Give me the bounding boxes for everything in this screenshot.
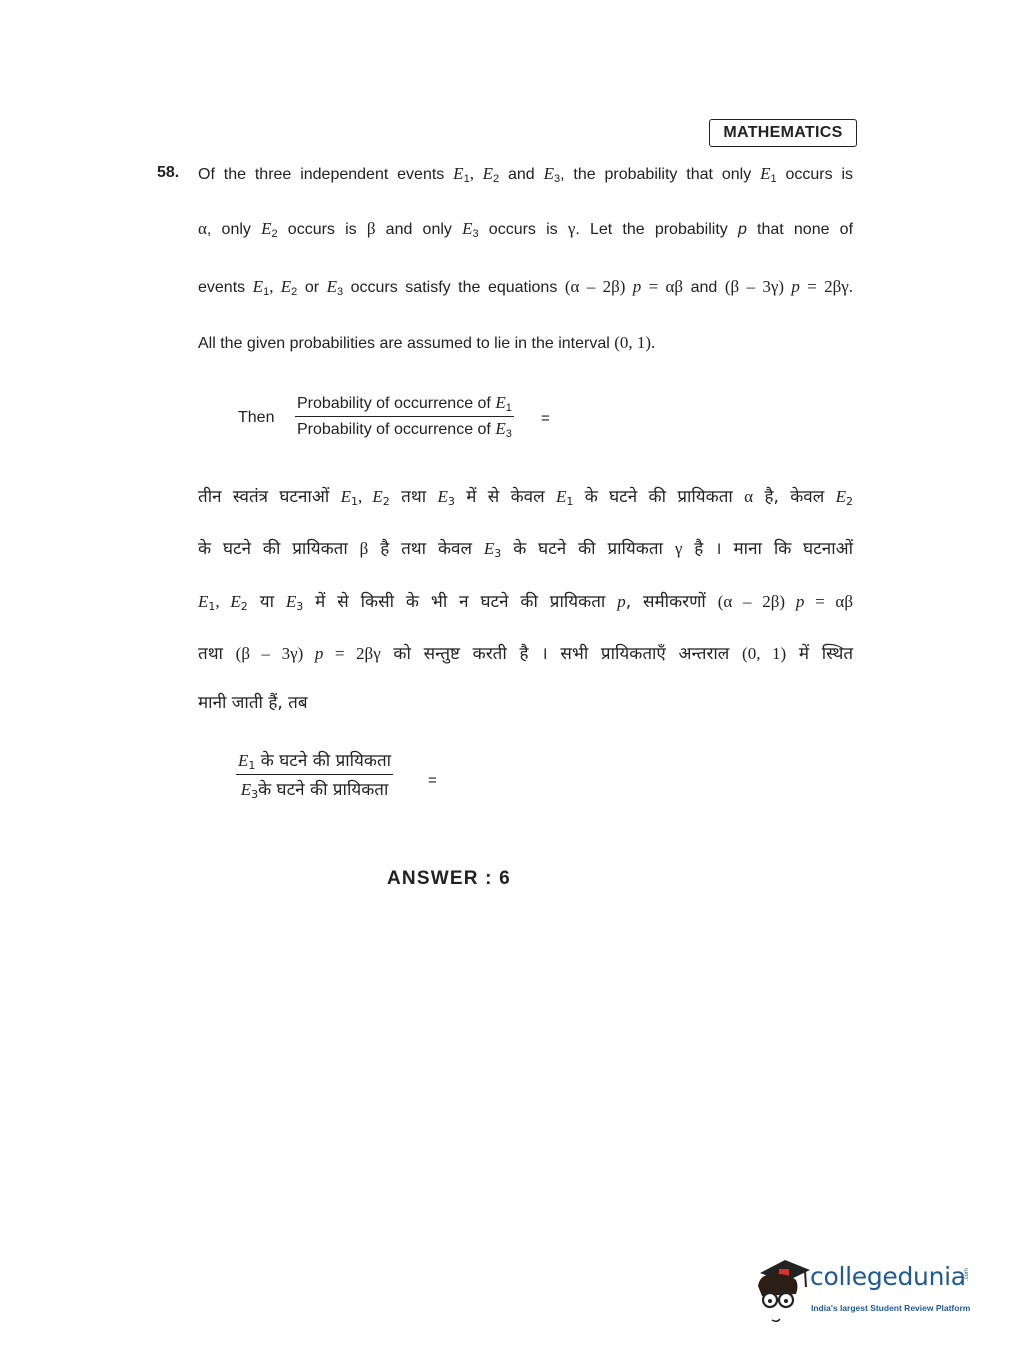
question-en-line-3: events $E_1$, $E_2$ or $E_3$ occurs satisfy the equations (α – 2β) p = αβ and (β – 3γ) p = 2βγ. — [198, 277, 854, 298]
question-hi-line-2: के घटने की प्रायिकता β है तथा केवल $E_3$ के घटने की प्रायिकता γ है । माना कि घटनाओं — [198, 539, 854, 560]
question-en-line-4: All the given probabilities are assumed to lie in the interval (0, 1). — [198, 333, 656, 352]
ratio-fraction-hi — [236, 748, 393, 800]
question-hi-line-4: तथा (β – 3γ) p = 2βγ को सन्तुष्ट करती है । सभी प्रायिकताएँ अन्तराल (0, 1) में स्थित — [198, 644, 854, 664]
question-number: 58. — [157, 164, 180, 181]
question-en-line-2: α, only $E_2$ occurs is β and only $E_3$ occurs is γ. Let the probability p that none of — [198, 219, 854, 240]
collegedunia-logo — [752, 1256, 977, 1328]
question-hi-line-1: तीन स्वतंत्र घटनाओं $E_1$, $E_2$ तथा $E_3$ में से केवल $E_1$ के घटने की प्रायिकता α है, केवल $E_2$ — [198, 487, 854, 508]
equals-sign-en: = — [541, 410, 550, 427]
equals-sign-hi: = — [428, 772, 437, 789]
fraction-bar — [236, 774, 393, 775]
fraction-denominator-en: Probability of occurrence of $E_3$ — [297, 419, 512, 441]
mascot-graduate-icon — [752, 1256, 812, 1328]
question-en-line-1: Of the three independent events $E_1$, $E_2$ and $E_3$, the probability that only $E_1$ occurs is — [198, 164, 854, 185]
fraction-numerator-hi: $E_1$ के घटने की प्रायिकता — [238, 751, 392, 772]
brand-tagline: India's largest Student Review Platform — [811, 1303, 971, 1313]
ratio-fraction-en — [295, 393, 514, 439]
fraction-numerator-en: Probability of occurrence of $E_1$ — [297, 393, 512, 414]
then-label: Then — [238, 409, 275, 426]
answer-label: ANSWER : 6 — [387, 868, 511, 889]
fraction-bar — [295, 416, 514, 417]
fraction-denominator-hi: $E_3के$ घटने की प्रायिकता — [240, 780, 389, 802]
question-hi-line-5: मानी जाती हैं, तब — [198, 693, 308, 713]
brand-name: collegedunia — [810, 1262, 966, 1291]
question-hi-line-3: $E_1$, $E_2$ या $E_3$ में से किसी के भी न घटने की प्रायिकता p, समीकरणों (α – 2β) p = αβ — [198, 592, 853, 613]
brand-domain: .com — [964, 1268, 970, 1282]
subject-label: MATHEMATICS — [709, 119, 857, 147]
